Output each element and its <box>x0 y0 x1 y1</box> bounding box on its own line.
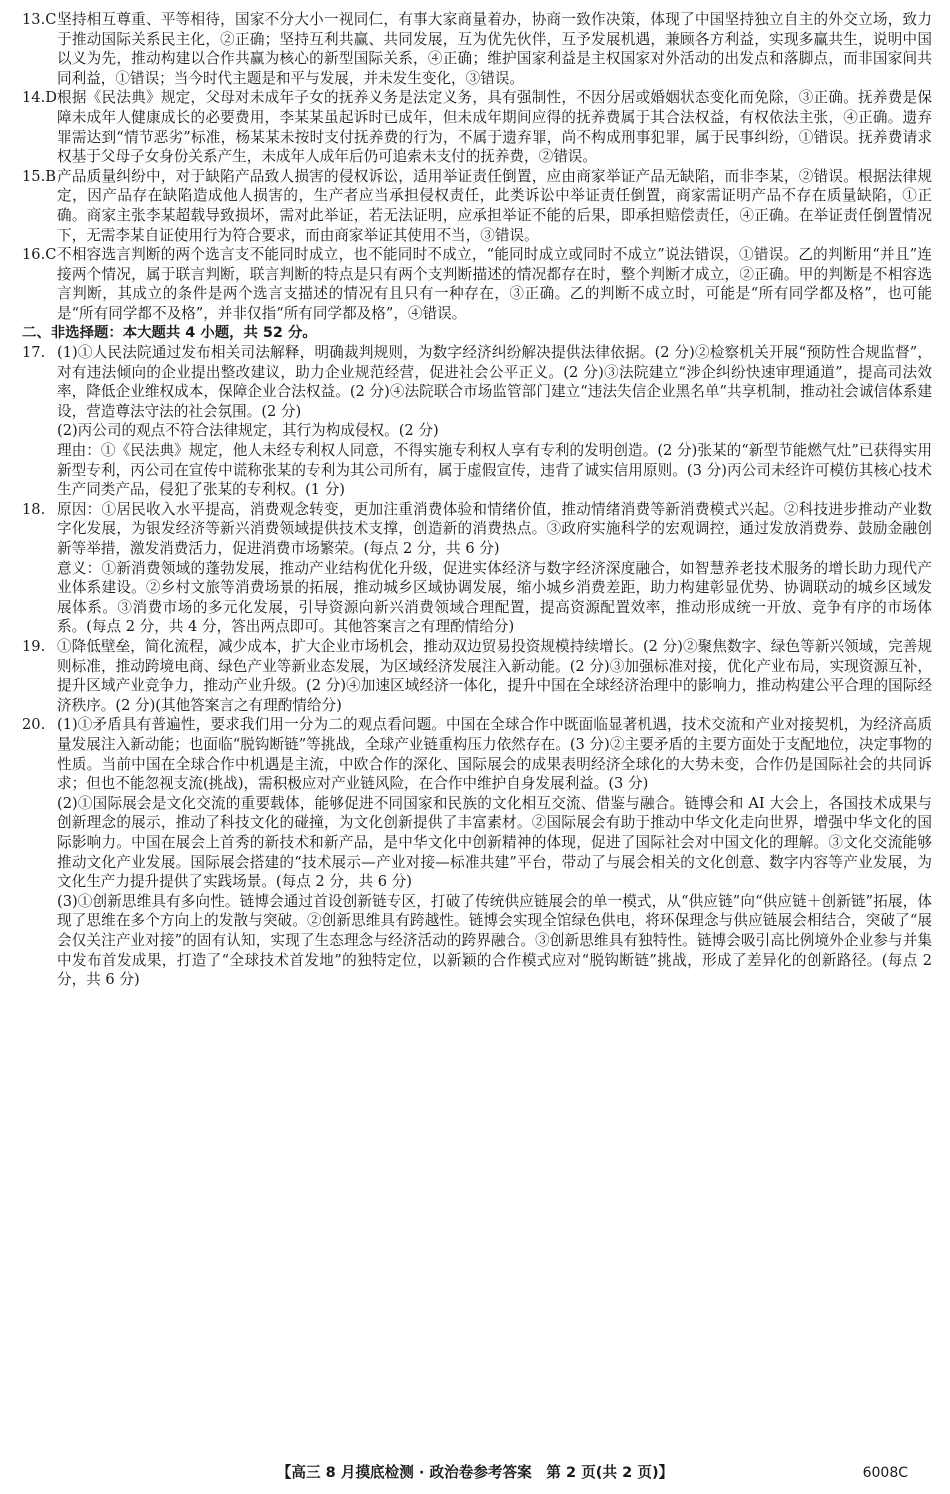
question-number: 17. <box>22 344 46 362</box>
answer-content <box>22 10 932 990</box>
question-number: 15.B <box>22 167 56 185</box>
answer-paragraph: (3)①创新思维具有多向性。链博会通过首设创新链专区，打破了传统供应链展会的单一模式，从“供应链”向“供应链＋创新链”拓展，体现了思维在多个方向上的发散与突破。②创新思维具有跨越性。链博会实现全馆绿色供电，将环保理念与供应链展会相结合，突破了“展会仅关注产业对接”的固有认知，实现了生态理念与经济活动的跨界融合。③创新思维具有独特性。链博会吸引高比例境外企业参与并集中发布首发成果，打造了“全球技术首发地”的独特定位，以新颖的合作模式应对“脱钩断链”挑战，形成了差异化的创新路径。(每点 2 分，共 6 分) <box>57 892 932 989</box>
question-number: 20. <box>22 716 46 734</box>
answer-text: 产品质量纠纷中，对于缺陷产品致人损害的侵权诉讼，适用举证责任倒置，应由商家举证产品无缺陷，而非李某，②错误。根据法律规定，因产品存在缺陷造成他人损害的，生产者应当承担侵权责任，此类诉讼中举证责任倒置，商家需证明产品不存在质量缺陷，①正确。商家主张李某超载导致损坏，需对此举证，若无法证明，应承担举证不能的后果，即承担赔偿责任，④正确。在举证责任倒置情况下，无需李某自证使用行为符合要求，而由商家举证其使用不当，③错误。 <box>57 167 932 244</box>
question-number: 16.C <box>22 246 57 264</box>
answer-19 <box>22 637 932 715</box>
answer-text: 根据《民法典》规定，父母对未成年子女的抚养义务是法定义务，具有强制性，不因分居或婚姻状态变化而免除，③正确。抚养费是保障未成年人健康成长的必要费用，李某某虽起诉时已成年，但未成年期间应得的抚养费属于其合法权益，有权依法主张，④正确。遗弃罪需达到“情节恶劣”标准，杨某某未按时支付抚养费的行为，不属于遗弃罪，尚不构成刑事犯罪，属于民事纠纷，①错误。抚养费请求权基于父母子女身份关系产生，未成年人成年后仍可追索未支付的抚养费，②错误。 <box>57 89 932 166</box>
answer-17 <box>22 343 932 500</box>
footer-code: 6008C <box>862 1465 908 1481</box>
answer-paragraph: (1)①矛盾具有普遍性，要求我们用一分为二的观点看问题。中国在全球合作中既面临显著机遇，技术交流和产业对接契机，为经济高质量发展注入新动能；也面临“脱钩断链”等挑战，全球产业链重构压力依然存在。(3 分)②主要矛盾的主要方面处于支配地位，决定事物的性质。当前中国在全球合作中机遇是主流，中欧合作的深化、国际展会的成果表明经济全球化的大势未变，合作仍是国际社会的共同诉求；但也不能忽视支流(挑战)，需积极应对产业链风险，在合作中维护自身发展利益。(3 分) <box>57 716 932 793</box>
answer-paragraph: ①降低壁垒，简化流程，减少成本，扩大企业市场机会，推动双边贸易投资规模持续增长。(2 分)②聚焦数字、绿色等新兴领域，完善规则标准，推动跨境电商、绿色产业等新业态发展，为区域经济发展注入新动能。(2 分)③加强标准对接，优化产业布局，实现资源互补，提升区域产业竞争力，推动产业升级。(2 分)④加速区域经济一体化，提升中国在全球经济治理中的影响力，推动构建公平合理的国际经济秩序。(2 分)(其他答案言之有理酌情给分) <box>57 638 932 714</box>
question-number: 18. <box>22 500 46 518</box>
answer-16 <box>22 245 932 323</box>
answer-paragraph: 理由：①《民法典》规定，他人未经专利权人同意，不得实施专利权人享有专利的发明创造。(2 分)张某的“新型节能燃气灶”已获得实用新型专利，丙公司在宣传中谎称张某的专利为其公司所有，属于虚假宣传，违背了诚实信用原则。(3 分)丙公司未经许可模仿其核心技术生产同类产品，侵犯了张某的专利权。(1 分) <box>57 442 932 499</box>
answer-14 <box>22 88 932 166</box>
answer-text: 不相容选言判断的两个选言支不能同时成立，也不能同时不成立，“能同时成立或同时不成立”说法错误，①错误。乙的判断用“并且”连接两个情况，属于联言判断，联言判断的特点是只有两个支判断描述的情况都存在时，整个判断才成立，②正确。甲的判断是不相容选言判断，其成立的条件是两个选言支描述的情况有且只有一种存在，③正确。乙的判断不成立时，可能是“所有同学都及格”，也可能是“所有同学都不及格”，并非仅指“所有同学都及格”，④错误。 <box>57 246 932 322</box>
answer-paragraph: 意义：①新消费领域的蓬勃发展，推动产业结构优化升级，促进实体经济与数字经济深度融合，如智慧养老技术服务的增长助力现代产业体系建设。②乡村文旅等消费场景的拓展，推动城乡区域协调发展，缩小城乡消费差距，助力构建彰显优势、协调联动的城乡区域发展体系。③消费市场的多元化发展，引导资源向新兴消费领域合理配置，提高资源配置效率，推动形成统一开放、竞争有序的市场体系。(每点 2 分，共 4 分，答出两点即可。其他答案言之有理酌情给分) <box>57 559 932 636</box>
answer-15 <box>22 167 932 245</box>
question-number: 13.C <box>22 11 57 28</box>
answer-paragraph: (2)丙公司的观点不符合法律规定，其行为构成侵权。(2 分) <box>57 422 439 440</box>
answer-text: 坚持相互尊重、平等相待，国家不分大小一视同仁，有事大家商量着办，协商一致作决策，体现了中国坚持独立自主的外交立场，致力于推动国际关系民主化，②正确；坚持互利共赢、共同发展，互为优先伙伴，互予发展机遇，兼顾各方利益，实现多赢共生，说明中国以义为先，推动构建以合作共赢为核心的新型国际关系，④正确；维护国家利益是主权国家对外活动的出发点和落脚点，而非国家间共同利益，①错误；当今时代主题是和平与发展，并未发生变化，③错误。 <box>57 11 932 87</box>
answer-18 <box>22 500 932 637</box>
page-footer <box>0 1462 950 1484</box>
section-two-title: 二、非选择题：本大题共 4 小题，共 52 分。 <box>22 324 317 341</box>
answer-13 <box>22 10 932 88</box>
answer-paragraph: (2)①国际展会是文化交流的重要载体，能够促进不同国家和民族的文化相互交流、借鉴与融合。链博会和 AI 大会上，各国技术成果与创新理念的展示，推动了科技文化的碰撞，为文化创新提供了丰富素材。②国际展会有助于推动中华文化走向世界，增强中华文化的国际影响力。中国在展会上首秀的新技术和新产品，是中华文化中创新精神的体现，促进了国际社会对中国文化的理解。③文化交流能够推动文化产业发展。国际展会搭建的“技术展示—产业对接—标准共建”平台，带动了与展会相关的文化创意、数字内容等产业发展，为文化生产力提升提供了实践场景。(每点 2 分，共 6 分) <box>57 794 932 891</box>
footer-title: 【高三 8 月摸底检测 · 政治卷参考答案 第 2 页(共 2 页)】 <box>276 1464 674 1481</box>
question-number: 19. <box>22 638 46 655</box>
answer-paragraph: (1)①人民法院通过发布相关司法解释，明确裁判规则，为数字经济纠纷解决提供法律依据。(2 分)②检察机关开展“预防性合规监督”，对有违法倾向的企业提出整改建议，助力企业规范经营，促进社会公平正义。(2 分)③法院建立“涉企纠纷快速审理通道”，提高司法效率，降低企业维权成本，保障企业合法权益。(2 分)④法院联合市场监管部门建立“违法失信企业黑名单”共享机制，推动社会诚信体系建设，营造尊法守法的社会氛围。(2 分) <box>57 344 932 420</box>
question-number: 14.D <box>22 89 57 107</box>
answer-paragraph: 原因：①居民收入水平提高，消费观念转变，更加注重消费体验和情绪价值，推动情绪消费等新消费模式兴起。②科技进步推动产业数字化发展，为银发经济等新兴消费领域提供技术支撑，创造新的消费热点。③政府实施科学的宏观调控，通过发放消费券、鼓励金融创新等举措，激发消费活力，促进消费市场繁荣。(每点 2 分，共 6 分) <box>57 500 932 558</box>
answer-20 <box>22 715 932 989</box>
